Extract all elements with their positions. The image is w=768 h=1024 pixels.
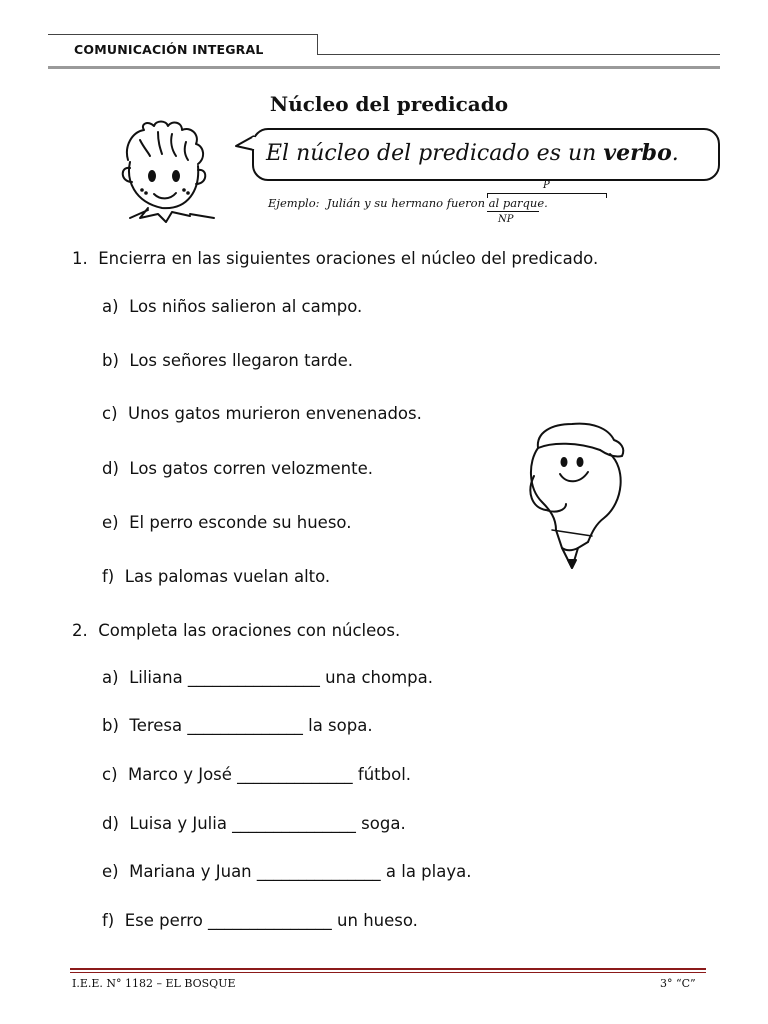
list-item: a) Los niños salieron al campo. (102, 297, 363, 316)
question-number: 1. (72, 249, 88, 268)
example-np-label: NP (498, 214, 514, 225)
list-item: b) Teresa ______________ la sopa. (102, 716, 373, 735)
boy-cartoon-icon (110, 118, 230, 224)
list-item: d) Los gatos corren velozmente. (102, 459, 373, 478)
footer-rule-thin (70, 972, 706, 973)
list-item: c) Unos gatos murieron envenenados. (102, 404, 422, 423)
list-item: d) Luisa y Julia _______________ soga. (102, 814, 406, 833)
footer-school: I.E.E. N° 1182 – EL BOSQUE (72, 977, 236, 990)
example-p-label: P (543, 180, 550, 191)
header-rule (48, 66, 720, 69)
example-sentence: Ejemplo: Julián y su hermano fueron al parque. (268, 196, 548, 210)
question-prompt: Encierra en las siguientes oraciones el núcleo del predicado. (98, 249, 599, 268)
header-line-short (317, 54, 720, 55)
list-item: f) Ese perro _______________ un hueso. (102, 911, 418, 930)
question-2 (72, 621, 400, 640)
speech-bubble-tail-icon (234, 134, 256, 154)
page-title: Núcleo del predicado (269, 92, 509, 116)
verb-underline (487, 211, 539, 212)
footer-rule (70, 968, 706, 970)
list-item: a) Liliana ________________ una chompa. (102, 668, 433, 687)
footer-grade: 3° “C” (660, 977, 696, 990)
question-prompt: Completa las oraciones con núcleos. (98, 621, 401, 640)
header-line-vertical (317, 34, 318, 54)
header-line-top (48, 34, 318, 35)
definition-text: El núcleo del predicado es un verbo. (266, 140, 679, 166)
subject-header: COMUNICACIÓN INTEGRAL (74, 42, 264, 57)
list-item: b) Los señores llegaron tarde. (102, 351, 354, 370)
question-1 (72, 249, 598, 268)
question-number: 2. (72, 621, 88, 640)
list-item: f) Las palomas vuelan alto. (102, 567, 331, 586)
pencil-cartoon-icon (522, 418, 642, 584)
list-item: e) Mariana y Juan _______________ a la playa. (102, 862, 472, 881)
list-item: c) Marco y José ______________ fútbol. (102, 765, 412, 784)
list-item: e) El perro esconde su hueso. (102, 513, 352, 532)
